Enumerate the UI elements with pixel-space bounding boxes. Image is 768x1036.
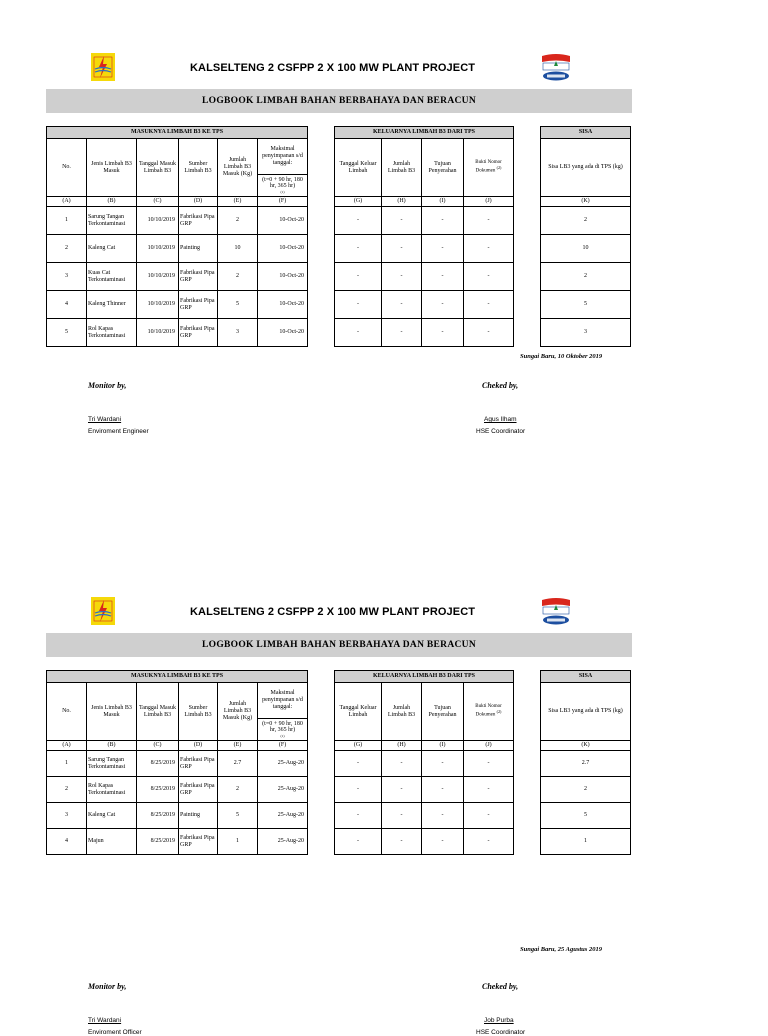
column-code: (I)	[422, 197, 464, 207]
cell-sisa: 10	[541, 235, 631, 263]
col-header-tujuan: Tujuan Penyerahan	[422, 139, 464, 197]
column-code: (G)	[335, 741, 382, 751]
table-keluar	[334, 670, 514, 855]
column-code: (C)	[137, 741, 179, 751]
pln-logo-icon	[90, 52, 116, 82]
cell-tanggal: 8/25/2019	[137, 829, 179, 855]
cell-sumber: Painting	[179, 235, 218, 263]
cell-sumber: Painting	[179, 803, 218, 829]
cell-jumlah: 2	[218, 777, 258, 803]
bukti-text: Bukti Nomor Dokumen	[475, 160, 502, 174]
cell-g: -	[335, 751, 382, 777]
pln-logo-icon	[90, 596, 116, 626]
table-row	[335, 803, 514, 829]
column-code: (D)	[179, 197, 218, 207]
table-row	[335, 235, 514, 263]
cell-h: -	[382, 829, 422, 855]
checked-name: Job Purba	[484, 1017, 514, 1024]
cell-sumber: Fabrikasi Pipa GRP	[179, 751, 218, 777]
bukti-text: Bukti Nomor Dokumen	[475, 704, 502, 718]
col-header-maks-bottom	[258, 175, 308, 197]
column-code: (E)	[218, 197, 258, 207]
monitor-role: Enviroment Engineer	[88, 428, 149, 435]
monitor-name: Tri Wardani	[88, 416, 122, 423]
bukti-note: (2)	[496, 165, 502, 171]
cell-sumber: Fabrikasi Pipa GRP	[179, 207, 218, 235]
table-masuk	[46, 670, 308, 855]
table-row	[47, 803, 308, 829]
col-header-maks-bottom	[258, 719, 308, 741]
cell-tanggal: 10/10/2019	[137, 291, 179, 319]
table-masuk	[46, 126, 308, 347]
col-header-no: No.	[47, 683, 87, 741]
cell-no: 4	[47, 829, 87, 855]
cell-no: 3	[47, 803, 87, 829]
table-row	[541, 263, 631, 291]
checked-name: Agus Ilham	[484, 416, 517, 423]
table-row	[541, 829, 631, 855]
section-header-rest: SISA	[541, 671, 631, 683]
monitor-name: Tri Wardani	[88, 1017, 122, 1024]
col-header-maks-top: Maksimal penyimpanan s/d tanggal:	[258, 139, 308, 175]
cell-j: -	[464, 263, 514, 291]
checked-role: HSE Coordinator	[476, 428, 526, 435]
col-header-tanggal-masuk: Tanggal Masuk Limbah B3	[137, 683, 179, 741]
cell-i: -	[422, 751, 464, 777]
cell-sumber: Fabrikasi Pipa GRP	[179, 291, 218, 319]
cell-jenis: Kuas Cat Terkontaminasi	[87, 263, 137, 291]
column-code: (H)	[382, 741, 422, 751]
cell-i: -	[422, 263, 464, 291]
cell-jenis: Sarung Tangan Terkontaminasi	[87, 751, 137, 777]
cell-no: 2	[47, 777, 87, 803]
cell-i: -	[422, 291, 464, 319]
column-code: (E)	[218, 741, 258, 751]
column-code: (A)	[47, 741, 87, 751]
cell-j: -	[464, 319, 514, 347]
logbook-banner	[46, 89, 632, 113]
cell-j: -	[464, 777, 514, 803]
cell-tanggal: 10/10/2019	[137, 235, 179, 263]
table-row	[541, 207, 631, 235]
table-row	[335, 291, 514, 319]
company-logo-icon	[540, 52, 572, 82]
cell-i: -	[422, 777, 464, 803]
table-sisa	[540, 126, 631, 347]
cell-jumlah: 5	[218, 291, 258, 319]
cell-jumlah: 5	[218, 803, 258, 829]
maks-note: (1)	[280, 190, 285, 195]
col-header-bukti	[464, 683, 514, 741]
cell-maks: 10-Oct-20	[258, 263, 308, 291]
table-row	[335, 829, 514, 855]
table-row	[335, 751, 514, 777]
cell-maks: 10-Oct-20	[258, 291, 308, 319]
table-row	[541, 291, 631, 319]
column-code: (F)	[258, 741, 308, 751]
table-row	[541, 319, 631, 347]
col-header-jumlah-masuk: Jumlah Limbah B3 Masuk (Kg)	[218, 683, 258, 741]
table-row	[47, 751, 308, 777]
cell-no: 5	[47, 319, 87, 347]
cell-sumber: Fabrikasi Pipa GRP	[179, 263, 218, 291]
cell-g: -	[335, 829, 382, 855]
cell-maks: 10-Oct-20	[258, 207, 308, 235]
section-header-out: KELUARNYA LIMBAH B3 DARI TPS	[335, 671, 514, 683]
column-code: (C)	[137, 197, 179, 207]
cell-jumlah: 2	[218, 263, 258, 291]
cell-jenis: Rol Kapas Terkontaminasi	[87, 777, 137, 803]
cell-sumber: Fabrikasi Pipa GRP	[179, 829, 218, 855]
column-code: (I)	[422, 741, 464, 751]
cell-tanggal: 10/10/2019	[137, 319, 179, 347]
col-header-tanggal-masuk: Tanggal Masuk Limbah B3	[137, 139, 179, 197]
col-header-jenis: Jenis Limbah B3 Masuk	[87, 139, 137, 197]
cell-sisa: 5	[541, 803, 631, 829]
logbook-title: LOGBOOK LIMBAH BAHAN BERBAHAYA DAN BERACUN	[202, 640, 476, 650]
col-header-jumlah-keluar: Jumlah Limbah B3	[382, 139, 422, 197]
cell-jenis: Kaleng Cat	[87, 803, 137, 829]
cell-tanggal: 10/10/2019	[137, 207, 179, 235]
cell-tanggal: 8/25/2019	[137, 777, 179, 803]
cell-h: -	[382, 207, 422, 235]
cell-sumber: Fabrikasi Pipa GRP	[179, 777, 218, 803]
maks-note: (1)	[280, 734, 285, 739]
column-code: (J)	[464, 197, 514, 207]
table-row	[541, 235, 631, 263]
cell-sisa: 2.7	[541, 751, 631, 777]
cell-jenis: Sarung Tangan Terkontaminasi	[87, 207, 137, 235]
cell-jumlah: 10	[218, 235, 258, 263]
cell-h: -	[382, 777, 422, 803]
section-header-rest: SISA	[541, 127, 631, 139]
col-header-sisa: Sisa LB3 yang ada di TPS (kg)	[541, 139, 631, 197]
cell-jenis: Kaleng Cat	[87, 235, 137, 263]
table-row	[335, 207, 514, 235]
table-row	[47, 829, 308, 855]
cell-sisa: 2	[541, 263, 631, 291]
cell-jumlah: 3	[218, 319, 258, 347]
cell-maks: 10-Oct-20	[258, 235, 308, 263]
cell-h: -	[382, 803, 422, 829]
cell-i: -	[422, 319, 464, 347]
table-row	[541, 803, 631, 829]
table-row	[335, 319, 514, 347]
place-date: Sungai Baru, 25 Agustus 2019	[520, 946, 602, 953]
cell-sisa: 5	[541, 291, 631, 319]
cell-g: -	[335, 235, 382, 263]
cell-sisa: 2	[541, 207, 631, 235]
table-row	[47, 263, 308, 291]
cell-no: 4	[47, 291, 87, 319]
monitor-label: Monitor by,	[88, 982, 127, 991]
cell-j: -	[464, 803, 514, 829]
monitor-label: Monitor by,	[88, 381, 127, 390]
table-row	[47, 291, 308, 319]
cell-i: -	[422, 829, 464, 855]
cell-h: -	[382, 291, 422, 319]
cell-i: -	[422, 803, 464, 829]
column-code: (A)	[47, 197, 87, 207]
checked-label: Cheked by,	[482, 381, 519, 390]
cell-maks: 25-Aug-20	[258, 803, 308, 829]
cell-h: -	[382, 751, 422, 777]
cell-sumber: Fabrikasi Pipa GRP	[179, 319, 218, 347]
col-header-tujuan: Tujuan Penyerahan	[422, 683, 464, 741]
table-row	[541, 751, 631, 777]
column-code: (K)	[541, 741, 631, 751]
cell-g: -	[335, 803, 382, 829]
cell-no: 3	[47, 263, 87, 291]
logbook-title: LOGBOOK LIMBAH BAHAN BERBAHAYA DAN BERACUN	[202, 96, 476, 106]
col-header-tanggal-keluar: Tanggal Keluar Limbah	[335, 139, 382, 197]
cell-tanggal: 10/10/2019	[137, 263, 179, 291]
cell-no: 1	[47, 751, 87, 777]
bukti-note: (2)	[496, 709, 502, 715]
cell-jumlah: 2	[218, 207, 258, 235]
column-code: (J)	[464, 741, 514, 751]
column-code: (B)	[87, 741, 137, 751]
cell-no: 2	[47, 235, 87, 263]
logbook-banner	[46, 633, 632, 657]
section-header-in: MASUKNYA LIMBAH B3 KE TPS	[47, 127, 308, 139]
table-row	[541, 777, 631, 803]
col-header-tanggal-keluar: Tanggal Keluar Limbah	[335, 683, 382, 741]
cell-tanggal: 8/25/2019	[137, 751, 179, 777]
cell-g: -	[335, 207, 382, 235]
cell-maks: 10-Oct-20	[258, 319, 308, 347]
col-header-jenis: Jenis Limbah B3 Masuk	[87, 683, 137, 741]
col-header-jumlah-masuk: Jumlah Limbah B3 Masuk (Kg)	[218, 139, 258, 197]
cell-h: -	[382, 263, 422, 291]
cell-jenis: Majun	[87, 829, 137, 855]
section-header-out: KELUARNYA LIMBAH B3 DARI TPS	[335, 127, 514, 139]
cell-jenis: Kaleng Thinner	[87, 291, 137, 319]
company-logo-icon	[540, 596, 572, 626]
col-header-sumber: Sumber Limbah B3	[179, 139, 218, 197]
table-row	[335, 263, 514, 291]
cell-maks: 25-Aug-20	[258, 751, 308, 777]
col-header-sumber: Sumber Limbah B3	[179, 683, 218, 741]
column-code: (F)	[258, 197, 308, 207]
cell-jumlah: 1	[218, 829, 258, 855]
col-header-maks-top: Maksimal penyimpanan s/d tanggal:	[258, 683, 308, 719]
project-title: KALSELTENG 2 CSFPP 2 X 100 MW PLANT PROJECT	[190, 606, 476, 618]
col-header-bukti	[464, 139, 514, 197]
section-header-in: MASUKNYA LIMBAH B3 KE TPS	[47, 671, 308, 683]
project-title: KALSELTENG 2 CSFPP 2 X 100 MW PLANT PROJECT	[190, 62, 476, 74]
checked-role: HSE Coordinator	[476, 1029, 526, 1036]
column-code: (B)	[87, 197, 137, 207]
place-date: Sungai Baru, 10 Oktober 2019	[520, 353, 603, 360]
cell-jumlah: 2.7	[218, 751, 258, 777]
maks-bottom-text: (t=0 + 90 hr, 180 hr, 365 hr)	[262, 720, 303, 734]
cell-i: -	[422, 207, 464, 235]
col-header-jumlah-keluar: Jumlah Limbah B3	[382, 683, 422, 741]
cell-j: -	[464, 235, 514, 263]
col-header-no: No.	[47, 139, 87, 197]
column-code: (G)	[335, 197, 382, 207]
cell-j: -	[464, 751, 514, 777]
cell-sisa: 3	[541, 319, 631, 347]
cell-g: -	[335, 777, 382, 803]
cell-g: -	[335, 291, 382, 319]
table-sisa	[540, 670, 631, 855]
table-keluar	[334, 126, 514, 347]
column-code: (H)	[382, 197, 422, 207]
cell-tanggal: 8/25/2019	[137, 803, 179, 829]
column-code: (K)	[541, 197, 631, 207]
cell-jenis: Rol Kapas Terkontaminasi	[87, 319, 137, 347]
monitor-role: Enviroment Officer	[88, 1029, 142, 1036]
cell-maks: 25-Aug-20	[258, 777, 308, 803]
table-row	[47, 207, 308, 235]
column-code: (D)	[179, 741, 218, 751]
col-header-sisa: Sisa LB3 yang ada di TPS (kg)	[541, 683, 631, 741]
table-row	[335, 777, 514, 803]
cell-g: -	[335, 319, 382, 347]
table-row	[47, 235, 308, 263]
maks-bottom-text: (t=0 + 90 hr, 180 hr, 365 hr)	[262, 176, 303, 190]
cell-i: -	[422, 235, 464, 263]
cell-sisa: 1	[541, 829, 631, 855]
cell-maks: 25-Aug-20	[258, 829, 308, 855]
cell-h: -	[382, 235, 422, 263]
cell-no: 1	[47, 207, 87, 235]
cell-j: -	[464, 207, 514, 235]
cell-j: -	[464, 291, 514, 319]
cell-sisa: 2	[541, 777, 631, 803]
checked-label: Cheked by,	[482, 982, 519, 991]
table-row	[47, 777, 308, 803]
cell-h: -	[382, 319, 422, 347]
cell-j: -	[464, 829, 514, 855]
table-row	[47, 319, 308, 347]
cell-g: -	[335, 263, 382, 291]
